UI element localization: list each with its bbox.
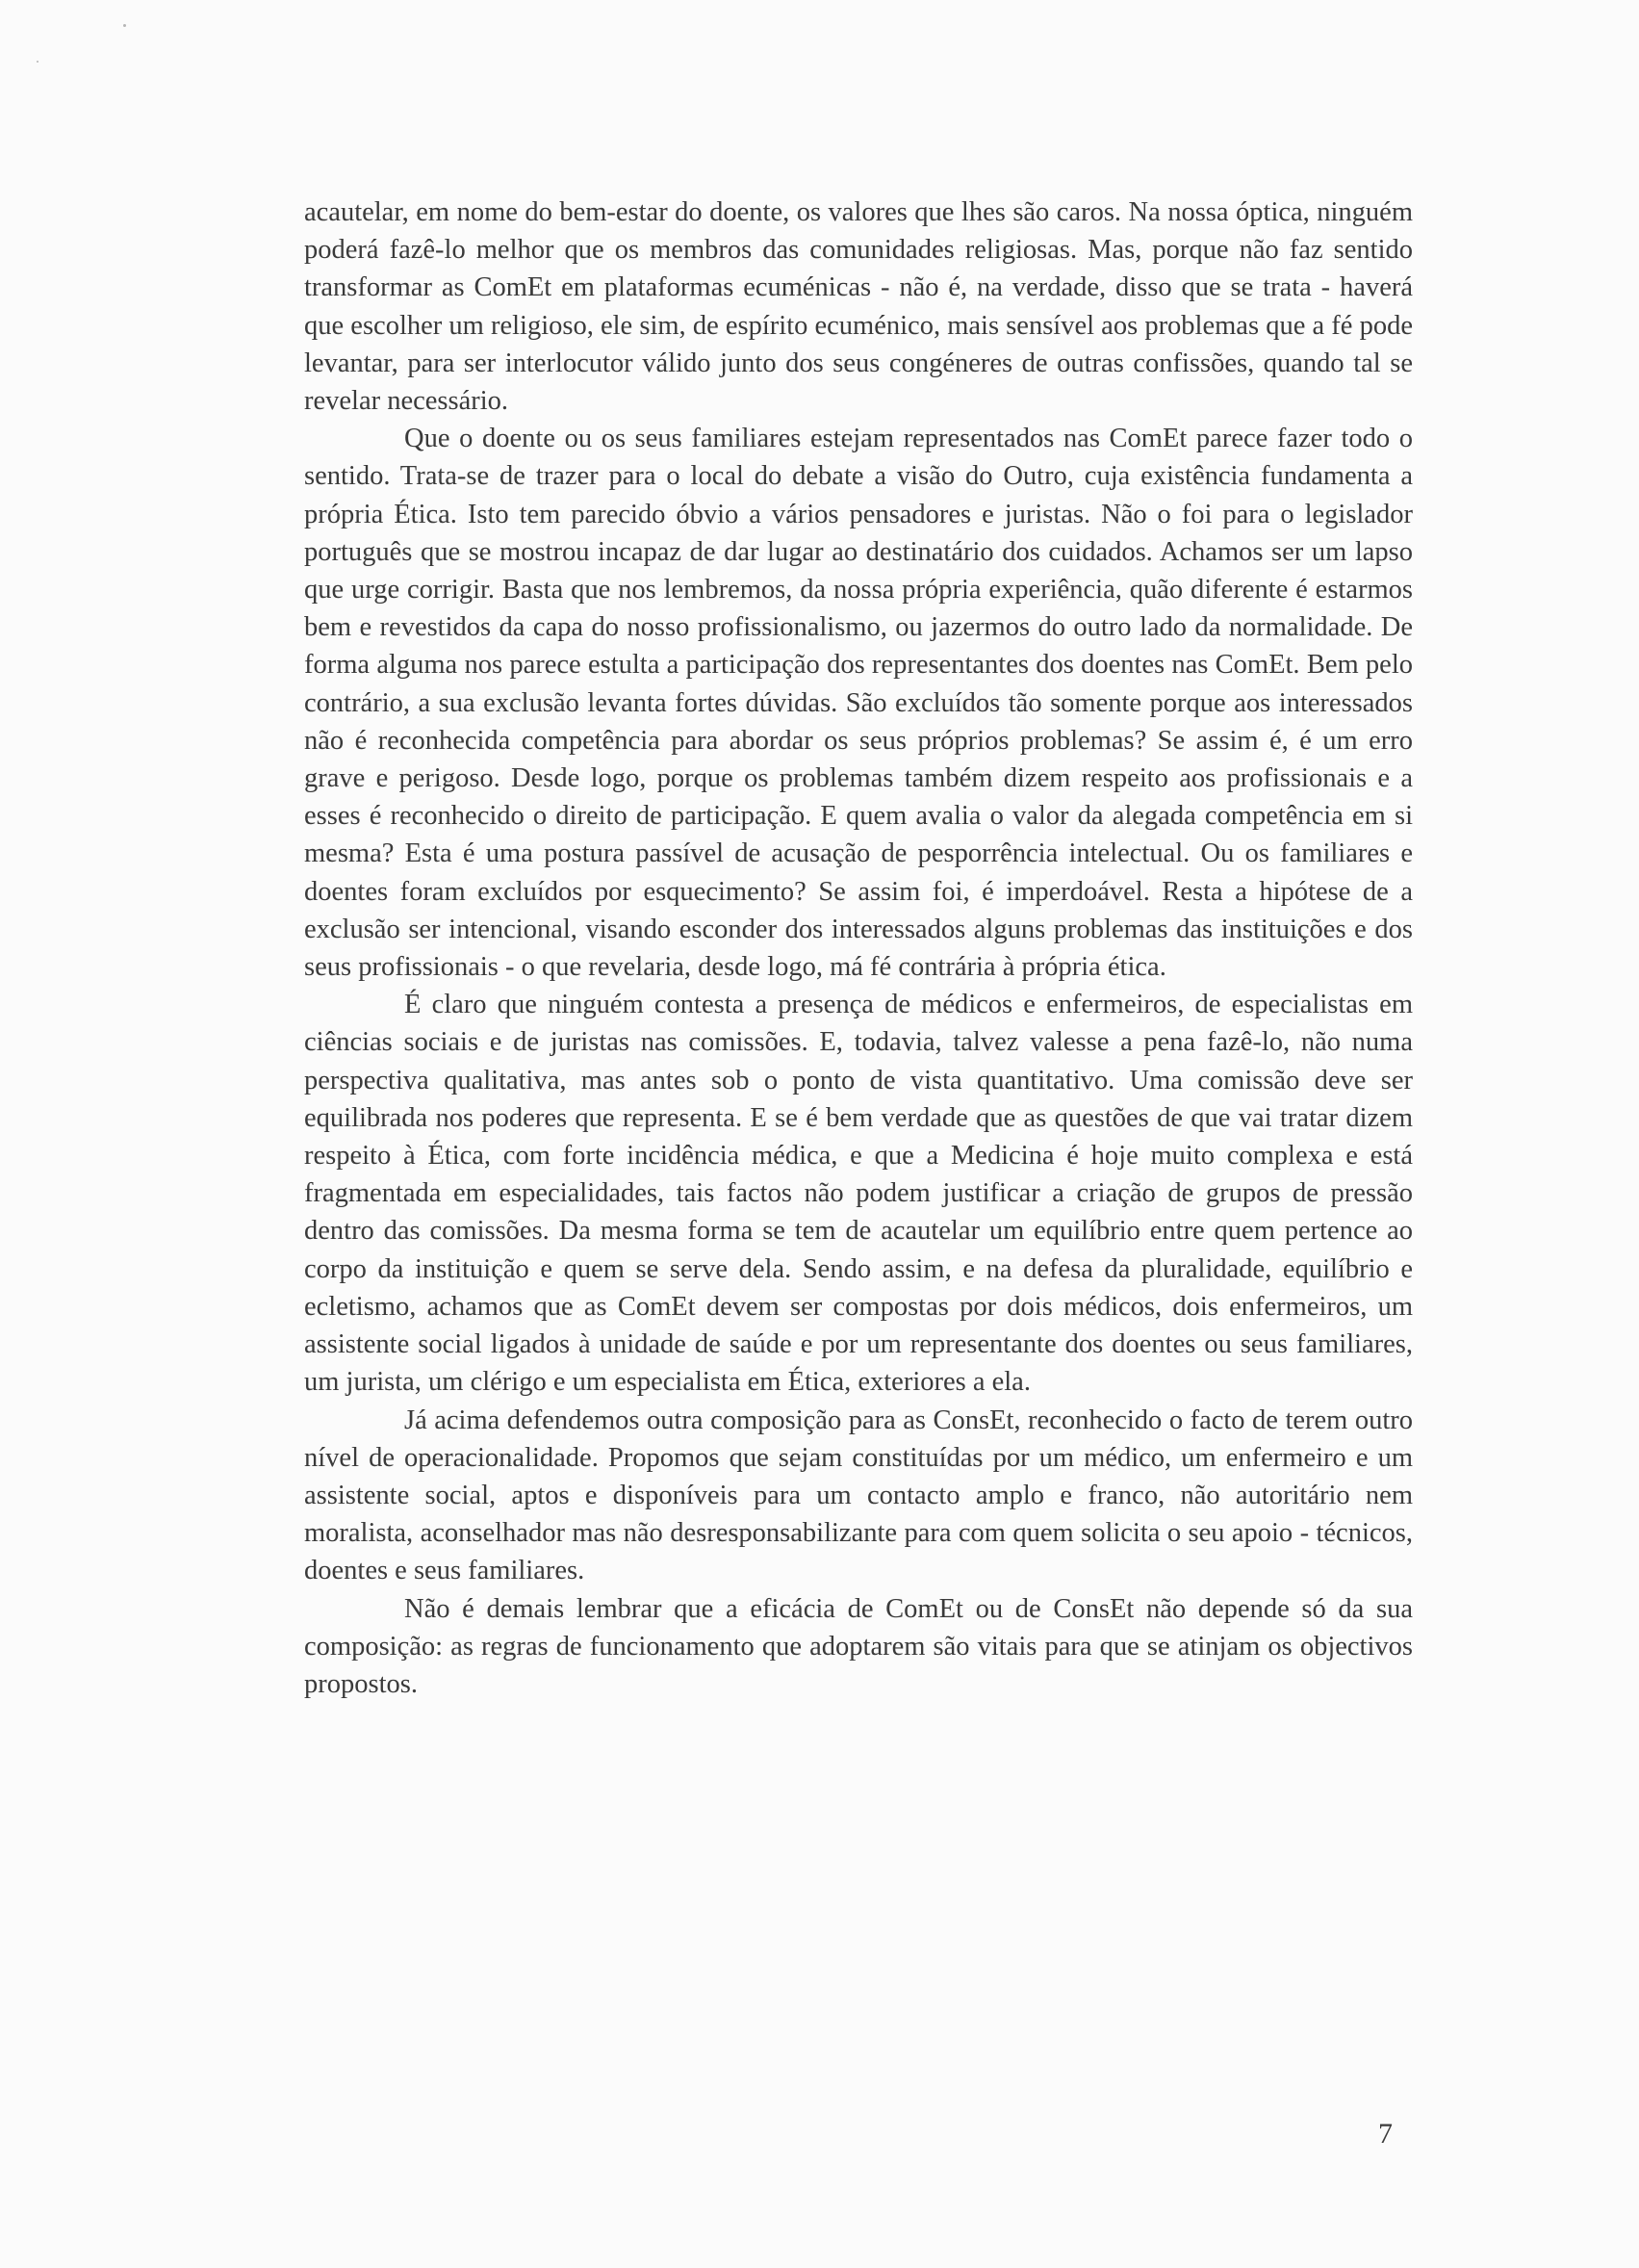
- paragraph-1: acautelar, em nome do bem-estar do doente, os valores que lhes são caros. Na nossa óptica, ninguém poderá fazê-lo melhor que os membros das comunidades religiosas. Mas, porque não faz sentido transformar as ComEt em plataformas ecuménicas - não é, na verdade, disso que se trata - haverá que escolher um religioso, ele sim, de espírito ecuménico, mais sensível aos problemas que a fé pode levantar, para ser interlocutor válido junto dos seus congéneres de outras confissões, quando tal se revelar necessário.: [304, 197, 1413, 417]
- paragraph-3: É claro que ninguém contesta a presença de médicos e enfermeiros, de especialistas em ciências sociais e de juristas nas comissões. E, todavia, talvez valesse a pena fazê-lo, não numa perspectiva qualitativa, mas antes sob o ponto de vista quantitativo. Uma comissão deve ser equilibrada nos poderes que representa. E se é bem verdade que as questões de que vai tratar dizem respeito à Ética, com forte incidência médica, e que a Medicina é hoje muito complexa e está fragmentada em especialidades, tais factos não podem justificar a criação de grupos de pressão dentro das comissões. Da mesma forma se tem de acautelar um equilíbrio entre quem pertence ao corpo da instituição e quem se serve dela. Sendo assim, e na defesa da pluralidade, equilíbrio e ecletismo, achamos que as ComEt devem ser compostas por dois médicos, dois enfermeiros, um assistente social ligados à unidade de saúde e por um representante dos doentes ou seus familiares, um jurista, um clérigo e um especialista em Ética, exteriores a ela.: [304, 990, 1413, 1398]
- paragraph-2: Que o doente ou os seus familiares estejam representados nas ComEt parece fazer todo o sentido. Trata-se de trazer para o local do debate a visão do Outro, cuja existência fundamenta a própria Ética. Isto tem parecido óbvio a vários pensadores e juristas. Não o foi para o legislador português que se mostrou incapaz de dar lugar ao destinatário dos cuidados. Achamos ser um lapso que urge corrigir. Basta que nos lembremos, da nossa própria experiência, quão diferente é estarmos bem e revestidos da capa do nosso profissionalismo, ou jazermos do outro lado da normalidade. De forma alguma nos parece estulta a participação dos representantes dos doentes nas ComEt. Bem pelo contrário, a sua exclusão levanta fortes dúvidas. São excluídos tão somente porque aos interessados não é reconhecida competência para abordar os seus próprios problemas? Se assim é, é um erro grave e perigoso. Desde logo, porque os problemas também dizem respeito aos profissionais e a esses é reconhecido o direito de participação. E quem avalia o valor da alegada competência em si mesma? Esta é uma postura passível de acusação de pesporrência intelectual. Ou os familiares e doentes foram excluídos por esquecimento? Se assim foi, é imperdoável. Resta a hipótese de a exclusão ser intencional, visando esconder dos interessados alguns problemas das instituições e dos seus profissionais - o que revelaria, desde logo, má fé contrária à própria ética.: [304, 424, 1413, 983]
- body-text: [304, 193, 1413, 1703]
- paragraph-5: Não é demais lembrar que a eficácia de ComEt ou de ConsEt não depende só da sua composição: as regras de funcionamento que adoptarem são vitais para que se atinjam os objectivos propostos.: [304, 1593, 1413, 1699]
- scan-speck: [37, 61, 38, 63]
- page-number: 7: [1378, 2118, 1393, 2150]
- paragraph-4: Já acima defendemos outra composição para as ConsEt, reconhecido o facto de terem outro nível de operacionalidade. Propomos que sejam constituídas por um médico, um enfermeiro e um assistente social, aptos e disponíveis para um contacto amplo e franco, não autoritário nem moralista, aconselhador mas não desresponsabilizante para com quem solicita o seu apoio - técnicos, doentes e seus familiares.: [304, 1405, 1413, 1586]
- scan-speck: [123, 24, 126, 27]
